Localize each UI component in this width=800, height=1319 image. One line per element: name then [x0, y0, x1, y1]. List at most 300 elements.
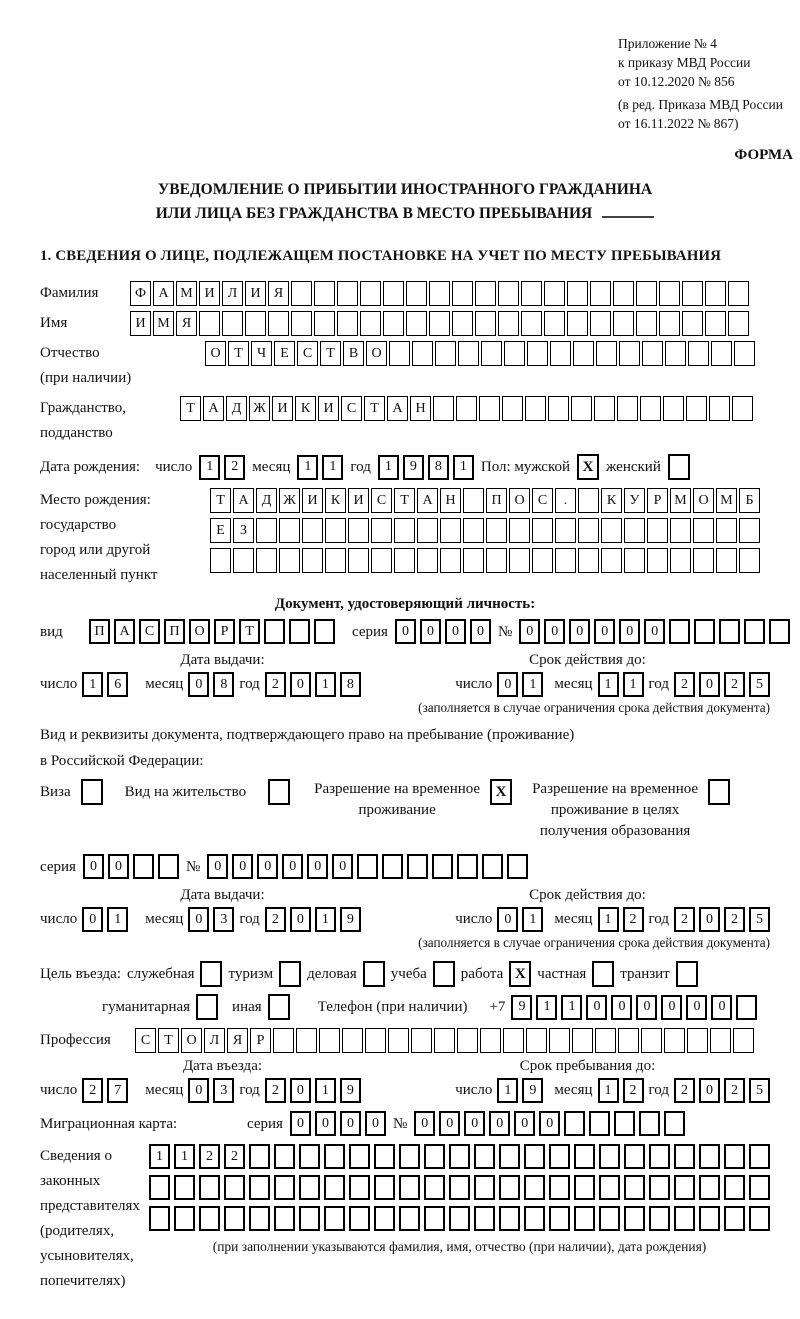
- char-cell[interactable]: [664, 1028, 685, 1053]
- char-cell[interactable]: [474, 1175, 495, 1200]
- char-cell[interactable]: 0: [699, 907, 720, 932]
- char-cell[interactable]: [555, 518, 576, 543]
- char-cell[interactable]: [705, 311, 726, 336]
- char-cell[interactable]: [371, 548, 392, 573]
- char-cell[interactable]: 0: [414, 1111, 435, 1136]
- char-cell[interactable]: [314, 311, 335, 336]
- char-cell[interactable]: 2: [265, 1078, 286, 1103]
- char-cell[interactable]: [374, 1144, 395, 1169]
- char-cell[interactable]: 0: [365, 1111, 386, 1136]
- char-cell[interactable]: [624, 1175, 645, 1200]
- char-cell[interactable]: [475, 311, 496, 336]
- char-cell[interactable]: [449, 1206, 470, 1231]
- purpose-other-checkbox[interactable]: [268, 994, 290, 1020]
- char-cell[interactable]: 0: [544, 619, 565, 644]
- char-cell[interactable]: [249, 1206, 270, 1231]
- char-cell[interactable]: 1: [297, 455, 318, 480]
- char-cell[interactable]: С: [532, 488, 553, 513]
- char-cell[interactable]: [665, 341, 686, 366]
- char-cell[interactable]: [686, 396, 707, 421]
- char-cell[interactable]: [498, 281, 519, 306]
- char-cell[interactable]: 0: [497, 672, 518, 697]
- char-cell[interactable]: [739, 518, 760, 543]
- char-cell[interactable]: [544, 311, 565, 336]
- char-cell[interactable]: [498, 311, 519, 336]
- char-cell[interactable]: Ч: [251, 341, 272, 366]
- char-cell[interactable]: К: [295, 396, 316, 421]
- char-cell[interactable]: [670, 518, 691, 543]
- char-cell[interactable]: 9: [340, 1078, 361, 1103]
- char-cell[interactable]: [357, 854, 378, 879]
- residence-valid-year-cells[interactable]: [674, 907, 770, 932]
- char-cell[interactable]: [383, 281, 404, 306]
- char-cell[interactable]: [674, 1144, 695, 1169]
- char-cell[interactable]: 0: [439, 1111, 460, 1136]
- phone-cells[interactable]: [511, 995, 757, 1020]
- char-cell[interactable]: 0: [464, 1111, 485, 1136]
- mc-series-cells[interactable]: [290, 1111, 386, 1136]
- char-cell[interactable]: [674, 1206, 695, 1231]
- char-cell[interactable]: [324, 1144, 345, 1169]
- char-cell[interactable]: 0: [594, 619, 615, 644]
- char-cell[interactable]: [744, 619, 765, 644]
- char-cell[interactable]: [749, 1206, 770, 1231]
- char-cell[interactable]: [663, 396, 684, 421]
- char-cell[interactable]: [440, 518, 461, 543]
- char-cell[interactable]: [574, 1144, 595, 1169]
- char-cell[interactable]: [521, 311, 542, 336]
- char-cell[interactable]: [567, 311, 588, 336]
- char-cell[interactable]: [613, 281, 634, 306]
- char-cell[interactable]: [394, 518, 415, 543]
- char-cell[interactable]: [624, 1206, 645, 1231]
- char-cell[interactable]: [693, 548, 714, 573]
- char-cell[interactable]: 1: [315, 672, 336, 697]
- char-cell[interactable]: [664, 1111, 685, 1136]
- residence-valid-day-cells[interactable]: [497, 907, 543, 932]
- char-cell[interactable]: 2: [265, 672, 286, 697]
- char-cell[interactable]: [149, 1206, 170, 1231]
- char-cell[interactable]: [614, 1111, 635, 1136]
- char-cell[interactable]: [349, 1144, 370, 1169]
- purpose-work-checkbox[interactable]: X: [509, 961, 531, 987]
- char-cell[interactable]: [199, 311, 220, 336]
- char-cell[interactable]: Р: [250, 1028, 271, 1053]
- char-cell[interactable]: [682, 311, 703, 336]
- char-cell[interactable]: 0: [470, 619, 491, 644]
- char-cell[interactable]: 5: [749, 907, 770, 932]
- purpose-transit-checkbox[interactable]: [676, 961, 698, 987]
- char-cell[interactable]: [599, 1206, 620, 1231]
- char-cell[interactable]: [733, 1028, 754, 1053]
- char-cell[interactable]: 1: [522, 907, 543, 932]
- char-cell[interactable]: [694, 619, 715, 644]
- char-cell[interactable]: [417, 548, 438, 573]
- char-cell[interactable]: [688, 341, 709, 366]
- char-cell[interactable]: [699, 1175, 720, 1200]
- char-cell[interactable]: [325, 518, 346, 543]
- char-cell[interactable]: [728, 311, 749, 336]
- char-cell[interactable]: П: [89, 619, 110, 644]
- char-cell[interactable]: [601, 518, 622, 543]
- char-cell[interactable]: [769, 619, 790, 644]
- char-cell[interactable]: [440, 548, 461, 573]
- char-cell[interactable]: К: [601, 488, 622, 513]
- char-cell[interactable]: [433, 396, 454, 421]
- char-cell[interactable]: [199, 1206, 220, 1231]
- char-cell[interactable]: [574, 1175, 595, 1200]
- char-cell[interactable]: [296, 1028, 317, 1053]
- char-cell[interactable]: [174, 1206, 195, 1231]
- char-cell[interactable]: [174, 1175, 195, 1200]
- char-cell[interactable]: 2: [623, 907, 644, 932]
- char-cell[interactable]: Я: [176, 311, 197, 336]
- char-cell[interactable]: [348, 548, 369, 573]
- char-cell[interactable]: [360, 281, 381, 306]
- char-cell[interactable]: Н: [440, 488, 461, 513]
- char-cell[interactable]: [659, 311, 680, 336]
- char-cell[interactable]: [452, 311, 473, 336]
- char-cell[interactable]: И: [318, 396, 339, 421]
- char-cell[interactable]: 1: [322, 455, 343, 480]
- birth-place-cells-row1[interactable]: [210, 488, 760, 513]
- char-cell[interactable]: Ф: [130, 281, 151, 306]
- char-cell[interactable]: Д: [226, 396, 247, 421]
- char-cell[interactable]: Р: [214, 619, 235, 644]
- char-cell[interactable]: 0: [82, 907, 103, 932]
- char-cell[interactable]: 0: [307, 854, 328, 879]
- char-cell[interactable]: [526, 1028, 547, 1053]
- char-cell[interactable]: 1: [453, 455, 474, 480]
- char-cell[interactable]: 0: [514, 1111, 535, 1136]
- char-cell[interactable]: [578, 518, 599, 543]
- char-cell[interactable]: [544, 281, 565, 306]
- stay-month-cells[interactable]: [598, 1078, 644, 1103]
- char-cell[interactable]: [590, 281, 611, 306]
- char-cell[interactable]: [674, 1175, 695, 1200]
- issue-year-cells[interactable]: [265, 672, 361, 697]
- char-cell[interactable]: [687, 1028, 708, 1053]
- char-cell[interactable]: [388, 1028, 409, 1053]
- char-cell[interactable]: [399, 1175, 420, 1200]
- char-cell[interactable]: Т: [364, 396, 385, 421]
- char-cell[interactable]: [274, 1144, 295, 1169]
- char-cell[interactable]: К: [325, 488, 346, 513]
- char-cell[interactable]: 0: [569, 619, 590, 644]
- char-cell[interactable]: А: [203, 396, 224, 421]
- char-cell[interactable]: 0: [315, 1111, 336, 1136]
- char-cell[interactable]: [482, 854, 503, 879]
- char-cell[interactable]: [457, 854, 478, 879]
- char-cell[interactable]: С: [135, 1028, 156, 1053]
- char-cell[interactable]: 0: [699, 1078, 720, 1103]
- char-cell[interactable]: 9: [522, 1078, 543, 1103]
- char-cell[interactable]: [133, 854, 154, 879]
- char-cell[interactable]: [274, 1206, 295, 1231]
- char-cell[interactable]: 2: [199, 1144, 220, 1169]
- char-cell[interactable]: А: [153, 281, 174, 306]
- char-cell[interactable]: 1: [598, 1078, 619, 1103]
- char-cell[interactable]: 1: [598, 672, 619, 697]
- birth-place-cells-row3[interactable]: [210, 548, 760, 573]
- doc-series-cells[interactable]: [395, 619, 491, 644]
- char-cell[interactable]: [499, 1175, 520, 1200]
- char-cell[interactable]: .: [555, 488, 576, 513]
- char-cell[interactable]: [199, 1175, 220, 1200]
- mc-number-cells[interactable]: [414, 1111, 685, 1136]
- char-cell[interactable]: [268, 311, 289, 336]
- char-cell[interactable]: [504, 341, 525, 366]
- char-cell[interactable]: [624, 518, 645, 543]
- char-cell[interactable]: [149, 1175, 170, 1200]
- char-cell[interactable]: 0: [188, 1078, 209, 1103]
- char-cell[interactable]: 2: [674, 672, 695, 697]
- char-cell[interactable]: [486, 518, 507, 543]
- char-cell[interactable]: [374, 1175, 395, 1200]
- char-cell[interactable]: [624, 1144, 645, 1169]
- char-cell[interactable]: [595, 1028, 616, 1053]
- char-cell[interactable]: О: [693, 488, 714, 513]
- char-cell[interactable]: 0: [644, 619, 665, 644]
- char-cell[interactable]: 0: [686, 995, 707, 1020]
- edu-permit-checkbox[interactable]: [708, 779, 730, 805]
- char-cell[interactable]: 7: [107, 1078, 128, 1103]
- char-cell[interactable]: О: [205, 341, 226, 366]
- char-cell[interactable]: 0: [83, 854, 104, 879]
- char-cell[interactable]: [324, 1175, 345, 1200]
- char-cell[interactable]: О: [189, 619, 210, 644]
- char-cell[interactable]: [548, 396, 569, 421]
- char-cell[interactable]: 2: [674, 1078, 695, 1103]
- char-cell[interactable]: [601, 548, 622, 573]
- char-cell[interactable]: [699, 1206, 720, 1231]
- char-cell[interactable]: [640, 396, 661, 421]
- char-cell[interactable]: [724, 1175, 745, 1200]
- stay-year-cells[interactable]: [674, 1078, 770, 1103]
- purpose-tourism-checkbox[interactable]: [279, 961, 301, 987]
- char-cell[interactable]: [299, 1175, 320, 1200]
- char-cell[interactable]: [456, 396, 477, 421]
- birth-month-cells[interactable]: [297, 455, 343, 480]
- char-cell[interactable]: [337, 311, 358, 336]
- char-cell[interactable]: [481, 341, 502, 366]
- char-cell[interactable]: [617, 396, 638, 421]
- char-cell[interactable]: 0: [290, 672, 311, 697]
- char-cell[interactable]: З: [233, 518, 254, 543]
- char-cell[interactable]: 0: [188, 907, 209, 932]
- char-cell[interactable]: [711, 341, 732, 366]
- char-cell[interactable]: [639, 1111, 660, 1136]
- char-cell[interactable]: [424, 1175, 445, 1200]
- stay-day-cells[interactable]: [497, 1078, 543, 1103]
- char-cell[interactable]: А: [114, 619, 135, 644]
- char-cell[interactable]: [463, 488, 484, 513]
- char-cell[interactable]: 0: [420, 619, 441, 644]
- char-cell[interactable]: [222, 311, 243, 336]
- char-cell[interactable]: [399, 1144, 420, 1169]
- char-cell[interactable]: [619, 341, 640, 366]
- char-cell[interactable]: [509, 548, 530, 573]
- char-cell[interactable]: [647, 518, 668, 543]
- birth-day-cells[interactable]: [199, 455, 245, 480]
- char-cell[interactable]: М: [670, 488, 691, 513]
- char-cell[interactable]: 0: [519, 619, 540, 644]
- char-cell[interactable]: И: [348, 488, 369, 513]
- char-cell[interactable]: [521, 281, 542, 306]
- char-cell[interactable]: М: [716, 488, 737, 513]
- char-cell[interactable]: [479, 396, 500, 421]
- char-cell[interactable]: И: [272, 396, 293, 421]
- char-cell[interactable]: Л: [222, 281, 243, 306]
- char-cell[interactable]: [499, 1206, 520, 1231]
- char-cell[interactable]: 0: [340, 1111, 361, 1136]
- char-cell[interactable]: Ж: [279, 488, 300, 513]
- char-cell[interactable]: [641, 1028, 662, 1053]
- issue-day-cells[interactable]: [82, 672, 128, 697]
- residence-number-cells[interactable]: [207, 854, 528, 879]
- char-cell[interactable]: 6: [107, 672, 128, 697]
- char-cell[interactable]: [524, 1206, 545, 1231]
- gender-male-checkbox[interactable]: X: [577, 454, 599, 480]
- char-cell[interactable]: [324, 1206, 345, 1231]
- char-cell[interactable]: 2: [224, 455, 245, 480]
- char-cell[interactable]: 0: [611, 995, 632, 1020]
- char-cell[interactable]: [578, 548, 599, 573]
- char-cell[interactable]: [647, 548, 668, 573]
- char-cell[interactable]: Т: [210, 488, 231, 513]
- char-cell[interactable]: [463, 518, 484, 543]
- char-cell[interactable]: Е: [274, 341, 295, 366]
- char-cell[interactable]: 9: [511, 995, 532, 1020]
- char-cell[interactable]: [274, 1175, 295, 1200]
- valid-day-cells[interactable]: [497, 672, 543, 697]
- char-cell[interactable]: [724, 1206, 745, 1231]
- char-cell[interactable]: [273, 1028, 294, 1053]
- char-cell[interactable]: [571, 396, 592, 421]
- char-cell[interactable]: [682, 281, 703, 306]
- char-cell[interactable]: [302, 518, 323, 543]
- char-cell[interactable]: [549, 1144, 570, 1169]
- char-cell[interactable]: [705, 281, 726, 306]
- gender-female-checkbox[interactable]: [668, 454, 690, 480]
- char-cell[interactable]: [224, 1206, 245, 1231]
- char-cell[interactable]: Е: [210, 518, 231, 543]
- char-cell[interactable]: 0: [108, 854, 129, 879]
- char-cell[interactable]: [509, 518, 530, 543]
- char-cell[interactable]: [325, 548, 346, 573]
- birth-year-cells[interactable]: [378, 455, 474, 480]
- char-cell[interactable]: [264, 619, 285, 644]
- char-cell[interactable]: [349, 1206, 370, 1231]
- char-cell[interactable]: [424, 1144, 445, 1169]
- char-cell[interactable]: [480, 1028, 501, 1053]
- char-cell[interactable]: [524, 1144, 545, 1169]
- char-cell[interactable]: 0: [497, 907, 518, 932]
- char-cell[interactable]: [474, 1144, 495, 1169]
- char-cell[interactable]: [732, 396, 753, 421]
- entry-month-cells[interactable]: [188, 1078, 234, 1103]
- char-cell[interactable]: 0: [489, 1111, 510, 1136]
- char-cell[interactable]: [233, 548, 254, 573]
- char-cell[interactable]: 0: [332, 854, 353, 879]
- char-cell[interactable]: Т: [394, 488, 415, 513]
- char-cell[interactable]: [434, 1028, 455, 1053]
- char-cell[interactable]: [749, 1144, 770, 1169]
- char-cell[interactable]: 1: [598, 907, 619, 932]
- char-cell[interactable]: И: [199, 281, 220, 306]
- char-cell[interactable]: [299, 1144, 320, 1169]
- char-cell[interactable]: [699, 1144, 720, 1169]
- char-cell[interactable]: 2: [623, 1078, 644, 1103]
- char-cell[interactable]: Л: [204, 1028, 225, 1053]
- char-cell[interactable]: [594, 396, 615, 421]
- char-cell[interactable]: М: [153, 311, 174, 336]
- char-cell[interactable]: С: [371, 488, 392, 513]
- char-cell[interactable]: [503, 1028, 524, 1053]
- entry-year-cells[interactable]: [265, 1078, 361, 1103]
- char-cell[interactable]: 0: [257, 854, 278, 879]
- residence-permit-checkbox[interactable]: [268, 779, 290, 805]
- char-cell[interactable]: 0: [636, 995, 657, 1020]
- char-cell[interactable]: [564, 1111, 585, 1136]
- char-cell[interactable]: А: [387, 396, 408, 421]
- char-cell[interactable]: [429, 281, 450, 306]
- char-cell[interactable]: [599, 1144, 620, 1169]
- char-cell[interactable]: О: [509, 488, 530, 513]
- char-cell[interactable]: [739, 548, 760, 573]
- char-cell[interactable]: [348, 518, 369, 543]
- char-cell[interactable]: 9: [340, 907, 361, 932]
- patronymic-cells[interactable]: [205, 341, 755, 366]
- char-cell[interactable]: 1: [315, 907, 336, 932]
- legal-reps-cells-row3[interactable]: [149, 1206, 770, 1231]
- char-cell[interactable]: 0: [395, 619, 416, 644]
- char-cell[interactable]: 1: [536, 995, 557, 1020]
- char-cell[interactable]: [549, 1206, 570, 1231]
- char-cell[interactable]: [649, 1206, 670, 1231]
- char-cell[interactable]: Т: [320, 341, 341, 366]
- char-cell[interactable]: [314, 281, 335, 306]
- doc-type-cells[interactable]: [89, 619, 335, 644]
- char-cell[interactable]: [636, 311, 657, 336]
- doc-number-cells[interactable]: [519, 619, 790, 644]
- char-cell[interactable]: 0: [282, 854, 303, 879]
- char-cell[interactable]: [374, 1206, 395, 1231]
- char-cell[interactable]: [624, 548, 645, 573]
- char-cell[interactable]: [435, 341, 456, 366]
- char-cell[interactable]: [337, 281, 358, 306]
- char-cell[interactable]: Б: [739, 488, 760, 513]
- char-cell[interactable]: 3: [213, 1078, 234, 1103]
- birth-place-cells-row2[interactable]: [210, 518, 760, 543]
- char-cell[interactable]: [256, 548, 277, 573]
- char-cell[interactable]: [486, 548, 507, 573]
- char-cell[interactable]: [382, 854, 403, 879]
- char-cell[interactable]: Т: [158, 1028, 179, 1053]
- char-cell[interactable]: 1: [149, 1144, 170, 1169]
- char-cell[interactable]: О: [181, 1028, 202, 1053]
- char-cell[interactable]: 2: [724, 907, 745, 932]
- char-cell[interactable]: [589, 1111, 610, 1136]
- surname-cells[interactable]: [130, 281, 749, 306]
- char-cell[interactable]: [709, 396, 730, 421]
- residence-issue-month-cells[interactable]: [188, 907, 234, 932]
- char-cell[interactable]: 9: [403, 455, 424, 480]
- char-cell[interactable]: 1: [315, 1078, 336, 1103]
- char-cell[interactable]: 0: [699, 672, 720, 697]
- char-cell[interactable]: [716, 548, 737, 573]
- char-cell[interactable]: 2: [82, 1078, 103, 1103]
